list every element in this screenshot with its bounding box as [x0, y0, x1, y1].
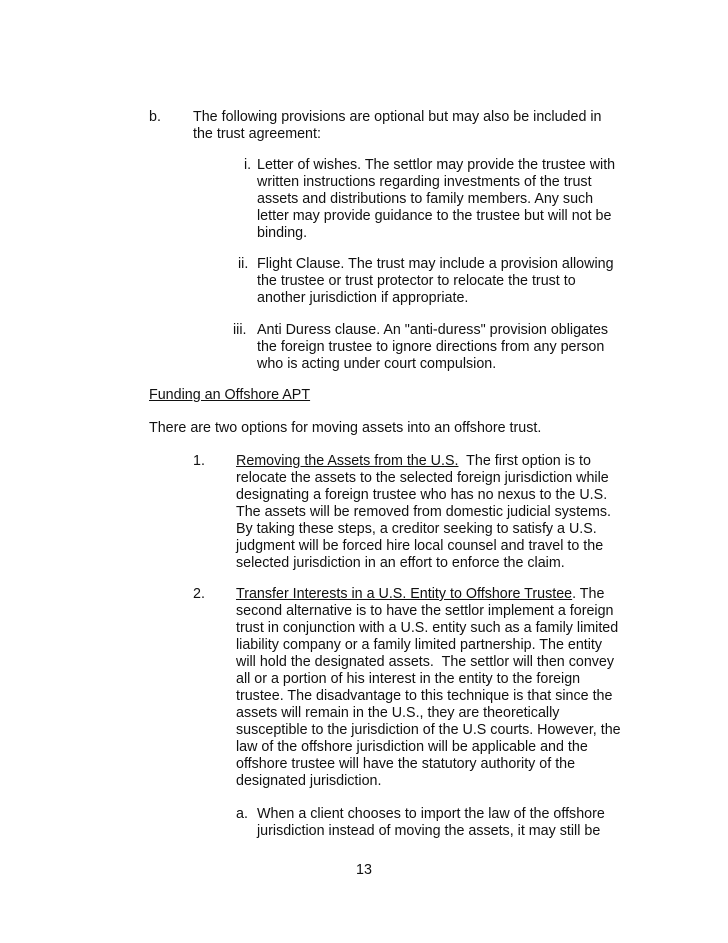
provision-marker: ii.: [238, 256, 249, 272]
option-line: assets will remain in the U.S., they are theoretically: [236, 705, 560, 721]
option-line: judgment will be forced hire local counsel and travel to the: [236, 538, 604, 554]
option-line: designating a foreign trustee who has no nexus to the U.S.: [236, 487, 608, 503]
provision-line: Letter of wishes. The settlor may provide the trustee with: [257, 157, 616, 173]
provision-line: the trustee or trust protector to relocate the trust to: [257, 273, 576, 289]
option-line: designated jurisdiction.: [236, 773, 382, 789]
section-b-line: the trust agreement:: [193, 126, 321, 142]
sub-item-line: jurisdiction instead of moving the assets, it may still be: [257, 823, 601, 839]
option-line: selected jurisdiction in an effort to enforce the claim.: [236, 555, 565, 571]
option-line: law of the offshore jurisdiction will be applicable and the: [236, 739, 588, 755]
option-line: The assets will be removed from domestic judicial systems.: [236, 504, 612, 520]
provision-marker: iii.: [233, 322, 247, 338]
sub-item-line: When a client chooses to import the law of the offshore: [257, 806, 605, 822]
option-marker: 1.: [193, 453, 205, 469]
provision-line: written instructions regarding investments of the trust: [257, 174, 592, 190]
section-b-marker: b.: [149, 109, 161, 125]
option-first-line-rest: The first option is to: [458, 453, 591, 469]
section-heading: Funding an Offshore APT: [149, 387, 311, 403]
option-line: liability company or a family limited partnership. The entity: [236, 637, 603, 653]
section-b-line: The following provisions are optional but may also be included in: [193, 109, 602, 125]
option-first-line: [236, 453, 591, 470]
provision-line: Anti Duress clause. An "anti-duress" provision obligates: [257, 322, 609, 338]
option-line: trustee. The disadvantage to this technique is that since the: [236, 688, 613, 704]
provision-line: who is acting under court compulsion.: [257, 356, 497, 372]
intro-paragraph: There are two options for moving assets into an offshore trust.: [149, 420, 542, 436]
provision-line: the foreign trustee to ignore directions from any person: [257, 339, 605, 355]
option-line: will hold the designated assets. The settlor will then convey: [236, 654, 615, 670]
provision-line: another jurisdiction if appropriate.: [257, 290, 469, 306]
option-line: second alternative is to have the settlor implement a foreign: [236, 603, 614, 619]
provision-line: assets and distributions to family members. Any such: [257, 191, 594, 207]
option-line: offshore trustee will have the statutory authority of the: [236, 756, 576, 772]
provision-line: binding.: [257, 225, 308, 241]
provision-line: letter may provide guidance to the trustee but will not be: [257, 208, 612, 224]
provision-marker: i.: [244, 157, 252, 173]
option-marker: 2.: [193, 586, 205, 602]
option-line: trust in conjunction with a U.S. entity such as a family limited: [236, 620, 619, 636]
provision-line: Flight Clause. The trust may include a provision allowing: [257, 256, 614, 272]
sub-item-marker: a.: [236, 806, 248, 822]
page-number: 13: [356, 862, 372, 878]
option-first-line: [236, 586, 604, 603]
option-line: all or a portion of his interest in the entity to the foreign: [236, 671, 581, 687]
option-line: By taking these steps, a creditor seeking to satisfy a U.S.: [236, 521, 597, 537]
option-line: relocate the assets to the selected foreign jurisdiction while: [236, 470, 609, 486]
option-first-line-rest: . The: [572, 586, 605, 602]
option-line: susceptible to the jurisdiction of the U.S courts. However, the: [236, 722, 621, 738]
option-title: Transfer Interests in a U.S. Entity to Offshore Trustee: [236, 586, 573, 602]
option-title: Removing the Assets from the U.S.: [236, 453, 459, 469]
